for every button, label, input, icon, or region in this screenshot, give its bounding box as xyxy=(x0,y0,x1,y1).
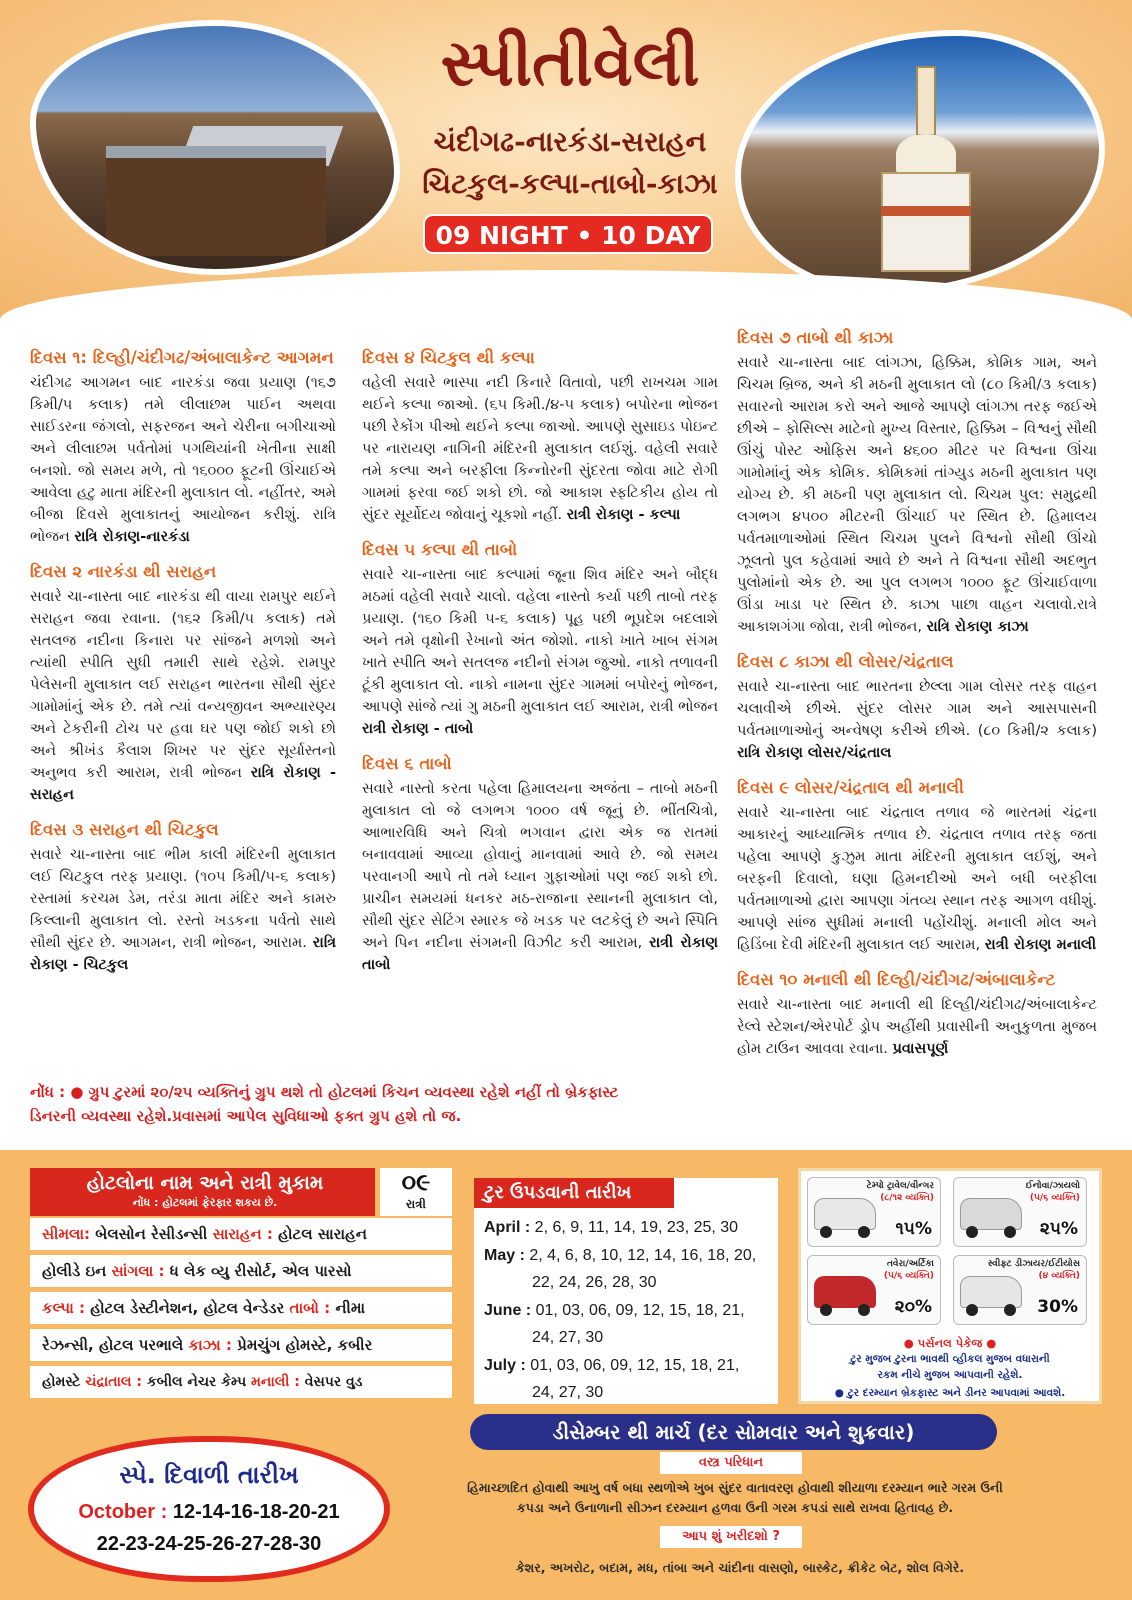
vehicle-discount: 30% xyxy=(1037,1297,1078,1317)
hotel-row xyxy=(30,1255,452,1287)
nights-count xyxy=(380,1168,452,1216)
day-6-title: દિવસ ૬ તાબો xyxy=(362,754,452,773)
mpv-icon xyxy=(814,1276,876,1308)
date-list: 2, 6, 9, 11, 14, 19, 23, 25, 30 xyxy=(530,1219,739,1236)
vehicle-capacity: (૪ વ્યક્તિ) xyxy=(1038,1271,1080,1281)
wheel-icon xyxy=(820,1304,832,1316)
month-label: July : xyxy=(484,1356,526,1374)
diwali-month: October : xyxy=(78,1501,168,1523)
day-7-text: સવારે ચા-નાસ્તા બાદ લાંગઝા, હિક્કિમ, કોમિક ગામ, અને ચિચમ બ્રિજ, અને કી મઠની મુલાકાત લો (૮૦ કિમી/૩ કલાક) સવારનો આરામ કરો અને આજે આપણે લાંગઝા તરફ જઈએ છીએ – ફોસિલ્સ માટેનો મુખ્ય વિસ્તાર, હિક્કિમ – વિશ્વનું સૌથી ઊંચું પોસ્ટ ઓફિસ અને ૪૬૦૦ મીટર પર વિશ્વના ઊંચા ગામોમાંનું એક કોમિક. કોમિકમાં તાંગ્યુડ મઠની મુલાકાત પણ યોગ્ય છે. કી મઠની પણ મુલાકાત લો. ચિચમ પુલ: સમુદ્રથી લગભગ ૪૫૦૦ મીટરની ઊંચાઈ પર સ્થિત છે. હિમાલય પર્વતમાળાઓમાં સ્થિત ચિચમ પુલને વિશ્વનો સૌથી ઊંચો ઝૂલતો પુલ કહેવામાં આવે છે અને તે વિશ્વના સૌથી અદભુત પુલોમાંનો એક છે. આ પુલ લગભગ ૧૦૦૦ ફૂટ ઊંચાઈવાળા ઊંડા ખાડા પર સ્થિત છે. કાઝા પાછા વાહન ચલાવો.રાત્રે આકાશગંગા જોવા, રાત્રી ભોજન, xyxy=(737,355,1097,635)
day-2-title: દિવસ ૨ નારકંડા થી સરાહન xyxy=(30,562,217,581)
day-2-text: સવારે ચા-નાસ્તા બાદ નારકંડા થી વાયા રામપુર થઈને સરાહન જવા રવાના. (૧૬૨ કિમી/૫ કલાક) તમે સતલજ નદીના કિનારા પર સાંજને મળશો અને ત્યાંથી સ્પીતિ સુધી તમારી સાથે રહેશે. રામપુર પેલેસની મુલાકાત લઈ સરાહન ભારતના સૌથી સુંદર ગામોમાંનું એક છે. તમે ત્યાં વન્યજીવન અભ્યારણ્ય અને ટેકરીની ટોચ પર હવા ઘર પણ જોઈ શકો છો અને શ્રીખંડ કૈલાશ શિખર પર સુંદર સૂર્યાસ્તનો અનુભવ કરી આરામ, રાત્રી ભોજન xyxy=(30,589,336,781)
hotels-title: હોટલોના નામ અને રાત્રી મુકામ xyxy=(86,1172,324,1194)
day-4-stay: રાત્રી રોકાણ - કલ્પા xyxy=(566,507,681,523)
suv-icon xyxy=(960,1198,1022,1230)
day-6-stay: રાત્રી રોકાણ તાબો xyxy=(362,935,719,973)
vehicle-name: સ્વીફ્ટ ડીઝાયર/ઈટીયોસ xyxy=(987,1259,1080,1269)
hotel-name: બેલસોન રેસીડન્સી xyxy=(95,1225,213,1243)
vehicle-card xyxy=(953,1255,1087,1325)
hotel-place: ચંદ્રાતાલ : xyxy=(85,1374,147,1390)
wheel-icon xyxy=(966,1226,978,1238)
day-9 xyxy=(737,776,1097,956)
day-5-stay: રાત્રી રોકાણ - તાબો xyxy=(362,721,474,737)
day-7-stay: રાત્રિ રોકાણ કાઝા xyxy=(926,619,1029,635)
hotel-name: હોટલ સારાહન xyxy=(278,1225,367,1243)
hotels-header-red xyxy=(30,1168,375,1216)
hotel-place: મનાલી : xyxy=(251,1374,305,1390)
day-4 xyxy=(362,346,718,526)
hotel-place: સીમલા: xyxy=(42,1225,96,1243)
day-2 xyxy=(30,560,336,806)
diwali-dates-line-2: 22-23-24-25-26-27-28-30 xyxy=(96,1533,322,1555)
day-3 xyxy=(30,818,336,976)
wheel-icon xyxy=(820,1226,832,1238)
hotel-row xyxy=(30,1329,452,1361)
day-3-title: દિવસ ૩ સરાહન થી ચિટકુલ xyxy=(30,820,219,839)
day-5-text: સવારે ચા-નાસ્તા બાદ કલ્પામાં જૂના શિવ મંદિર અને બૌદ્ધ મઠમાં વહેલી સવારે ચાલો. વહેલા નાસ્તો કર્યા પછી તાબો તરફ પ્રયાણ. (૧૬૦ કિમી ૫-૬ કલાક) પૂહ પછી ભૂપ્રદેશ બદલાશે અને તમે વૃક્ષોની રેખાનો અંત જોશો. નાકો ખાતે ખાબ સંગમ ખાતે સ્પીતિ અને સતલજ નદીનો સંગમ જુઓ. નાકો તળાવની ટૂંકી મુલાકાત લો. નાકો નામના સુંદર ગામમાં બપોરનું ભોજન, આપણે સાંજે ત્યાં ગુ મઠની મુલાકાત લઈ આરામ, રાત્રી ભોજન xyxy=(362,567,718,715)
vehicle-card xyxy=(807,1177,941,1247)
personal-package-line-3: ● ટુર દરમ્યાન બ્રેકફાસ્ટ અને ડીનર આપવામાં આવશે. xyxy=(834,1387,1066,1399)
day-7-title: દિવસ ૭ તાબો થી કાઝા xyxy=(737,328,894,347)
day-8 xyxy=(737,650,1097,764)
day-8-stay: રાત્રિ રોકાણ લોસર/ચંદ્રતાલ xyxy=(737,745,892,761)
day-10-stay: પ્રવાસપૂર્ણ xyxy=(892,1041,949,1057)
day-1-title: દિવસ ૧: દિલ્હી/ચંદીગઢ/અંબાલાકેન્ટ આગમન xyxy=(30,348,334,367)
day-8-text: સવારે ચા-નાસ્તા બાદ ભારતના છેલ્લા ગામ લોસર તરફ વાહન ચલાવીએ છીએ. સુંદર લોસર ગામ અને આસપાસની પર્વતમાળાઓનું અન્વેષણ કરીએ છીએ. (૮૦ કિમી/૨ કલાક) xyxy=(737,679,1097,739)
day-9-stay: રાત્રી રોકાણ મનાલી xyxy=(984,937,1097,953)
diwali-dates: 12-14-16-18-20-21 xyxy=(167,1501,340,1523)
date-list: 01, 03, 06, 09, 12, 15, 18, 21, xyxy=(531,1301,745,1319)
vehicle-discount: ૧૫% xyxy=(895,1219,932,1239)
vehicle-name: તવેરા/અર્ટિકા xyxy=(886,1259,934,1269)
dress-line-2: કપડા અને ઉનાળાની સીઝન દરમ્યાન હળવા ઉની ગરમ કપડાં સાથે રાખવા હિતાવહ છે. xyxy=(516,1500,954,1515)
day-6-text: સવારે નાસ્તો કરતા પહેલા હિમાલયના અજંતા – તાબો મઠની મુલાકાત લો જે લગભગ ૧૦૦૦ વર્ષ જૂનું છે. ભીંતચિત્રો, આભારવિધિ અને ચિત્રો ભગવાન દ્વારા એક જ રાતમાં બનાવવામાં આવ્યા હોવાનું માનવામાં આવે છે. જો સમય પરવાનગી આપે તો તમે ધ્યાન ગુફાઓમાં પણ જઈ શકો છો. પ્રાચીન સમયમાં ધનકર મઠ-રાજાના સ્થાનની મુલાકાત લો, સૌથી સુંદર સેટિંગ સ્મારક જે ખડક પર લટકેલું છે અને સ્પિતિ અને પિન નદીના સંગમની વિઝીટ કરી આરામ, xyxy=(362,781,718,951)
vehicle-capacity: (૮/૧૨ વ્યક્તિ) xyxy=(880,1193,934,1203)
nights-number: ૦૯ xyxy=(401,1168,431,1196)
day-10-text: સવારે ચા-નાસ્તા બાદ મનાલી થી દિલ્હી/ચંદીગઢ/અંબાલાકેન્ટ રેલ્વે સ્ટેશન/એરપોર્ટ ડ્રોપ અહીંથી પ્રવાસીની અનુકુળતા મુજબ હોમ ટાઉન આવવા રવાના. xyxy=(737,997,1097,1057)
hotel-row xyxy=(30,1366,452,1398)
diwali-dates-box xyxy=(28,1436,390,1582)
vehicle-card xyxy=(953,1177,1087,1247)
hotel-place: સારાહન : xyxy=(212,1225,279,1243)
hotel-name: પ્રેમચુંગ હોમસ્ટે, કબીર xyxy=(237,1336,373,1354)
day-8-title: દિવસ ૮ કાઝા થી લોસર/ચંદ્રતાલ xyxy=(737,652,954,671)
sedan-icon xyxy=(960,1276,1022,1308)
day-9-title: દિવસ ૯ લોસર/ચંદ્રતાલ થી મનાલી xyxy=(737,778,964,797)
departure-dates-box xyxy=(474,1178,778,1404)
wheel-icon xyxy=(1004,1226,1016,1238)
vehicle-capacity: (૫/૬ વ્યક્તિ) xyxy=(883,1271,934,1281)
route-line-1: ચંદીગઢ-નારકંડા-સરાહન xyxy=(433,125,707,158)
personal-package-title: ● પર્સનલ પેકેજ ● xyxy=(903,1336,997,1350)
wheel-icon xyxy=(1004,1304,1016,1316)
diwali-dates-line-1 xyxy=(34,1498,384,1526)
dress-line-1: હિમાચ્છાદિત હોવાથી આખુ વર્ષ બધા સ્થળોએ ખુબ સુંદર વાતાવરણ હોવાથી શીયાળા દરમ્યાન ભારે ગરમ ઉની xyxy=(467,1480,1003,1495)
hotels-header xyxy=(30,1168,452,1216)
vehicle-capacity: (૫/૬ વ્યક્તિ) xyxy=(1029,1193,1080,1203)
itinerary-column-3 xyxy=(737,326,1097,1072)
personal-package-box xyxy=(798,1168,1102,1404)
dress-title: વસ્ત્ર પરિધાન xyxy=(660,1452,802,1474)
hotel-row xyxy=(30,1218,452,1250)
vehicle-card xyxy=(807,1255,941,1325)
date-list: 2, 4, 6, 8, 10, 12, 14, 16, 18, 20, xyxy=(524,1246,757,1264)
vehicle-name: ટેમ્પો ટ્રાવેલ/વીન્ગર xyxy=(866,1181,934,1191)
hotel-place: કલ્પા : xyxy=(42,1299,91,1317)
day-1-text: ચંદીગઢ આગમન બાદ નારકંડા જવા પ્રયાણ (૧૬૭ કિમી/૫ કલાક) તમે લીલાછમ પાઈન અથવા સાઈડરના જંગલો, સફરજન અને ચેરીના બગીચાઓ અને લીલાછમ પર્વતોમાં પગથિયાંની ખેતીના સાક્ષી બનશો. જો સમય મળે, તો ૧૬૦૦૦ ફૂટની ઊંચાઈએ આવેલા હટુ માતા મંદિરની મુલાકાત લો. નહીંતર, અમે બીજા દિવસે મુલાકાતનું આયોજન કરીશું. રાત્રિ ભોજન xyxy=(30,375,336,545)
day-5 xyxy=(362,538,718,740)
van-icon xyxy=(814,1198,876,1230)
route-line-2: ચિટકુલ-કલ્પા-તાબો-કાઝા xyxy=(422,167,718,200)
personal-package-line-1: ટુર મુજબ ટુરના ભાવથી વ્હીકલ મુજબ વધારાની xyxy=(850,1353,1050,1365)
date-list: 24, 27, 30 xyxy=(532,1329,604,1346)
personal-package-line-2: રકમ નીચે મુજબ આપવાની રહેશે. xyxy=(877,1369,1023,1381)
hotel-name: રેઝન્સી, હોટલ પરભાલે xyxy=(42,1336,189,1354)
departure-dates xyxy=(484,1214,774,1407)
hotel-place: કાઝા : xyxy=(188,1336,238,1354)
day-4-text: વહેલી સવારે ભાસ્પા નદી કિનારે વિતાવો, પછી રાખચમ ગામ થઈને કલ્પા જાઓ. (૬૫ કિમી./૪-૫ કલાક) બપોરના ભોજન પછી રેકોંગ પીઓ થઈને કલ્પા જાઓ. આપણે સુસાઇડ પોઇન્ટ પર નારાયણ નાગિની મંદિરની મુલાકાત લઈશું. વહેલી સવારે તમે કલ્પા અને બરફીલા કિન્નોરની સુંદરતા જોવા માટે રોગી ગામમાં ફરવા જઈ શકો છો. જો આકાશ સ્ફટિકીય હોય તો સુંદર સૂર્યોદય જોવાનું ચૂકશો નહીં. xyxy=(362,375,718,523)
month-label: June : xyxy=(484,1301,532,1319)
shopping-title: આપ શું ખરીદશો ? xyxy=(660,1526,802,1548)
day-2-stay: રાત્રિ રોકાણ - સરાહન xyxy=(30,765,337,803)
day-1-stay: રાત્રિ રોકાણ-નારકંડા xyxy=(74,529,190,545)
dress-text xyxy=(400,1478,1070,1518)
vehicle-discount: ૨૦% xyxy=(894,1297,932,1317)
day-10 xyxy=(737,968,1097,1060)
header-banner xyxy=(0,0,1132,320)
hotel-row xyxy=(30,1292,452,1324)
group-note-line-1: નોંધ : ● ગ્રુપ ટુરમાં ૨૦/૨૫ વ્યક્તિનું ગ્રુપ થશે તો હોટલમાં કિચન વ્યવસ્થા રહેશે નહીં તો બ્રેકફાસ્ટ xyxy=(30,1083,619,1101)
departure-title: ટુર ઉપડવાની તારીખ xyxy=(474,1178,674,1208)
group-note-line-2: ડિનરની વ્યવસ્થા રહેશે.પ્રવાસમાં આપેલ સુવિધાઓ ફક્ત ગ્રુપ હશે તો જ. xyxy=(30,1107,462,1125)
hotel-name: નીમા xyxy=(335,1299,366,1317)
group-note xyxy=(30,1080,720,1128)
hotels-box xyxy=(30,1168,452,1404)
day-6 xyxy=(362,752,718,976)
hotel-name: ધ લેક વ્યુ રીસોર્ટ, એલ પારસો xyxy=(169,1262,352,1280)
day-9-text: સવારે ચા-નાસ્તા બાદ ચંદ્રતાલ તળાવ જે ભારતમાં ચંદ્રના આકારનું આધ્યાત્મિક તળાવ છે. ચંદ્રતાલ તળાવ તરફ જતા પહેલા આપણે કુઝુમ માતા મંદિરની મુલાકાત લઈશું, અને બરફની દિવાલો, ઘણા હિમનદીઓ અને બધી બરફીલા પર્વતમાળાઓ દ્વારા આપણા ગંતવ્ય સ્થાન તરફ આગળ વધીશું. આપણે સાંજ સુધીમાં મનાલી પહોંચીશું. મનાલી મોલ અને હિડિંબા દેવી મંદિરની મુલાકાત લઈ આરામ, xyxy=(737,805,1097,953)
vehicle-name: ઈનોવા/ઝાયલો xyxy=(1025,1181,1080,1191)
duration-badge: 09 NIGHT • 10 DAY xyxy=(423,214,713,254)
month-label: May : xyxy=(484,1246,525,1264)
itinerary-column-2 xyxy=(362,346,718,988)
day-3-stay: રાત્રિ રોકાણ - ચિટકુલ xyxy=(30,935,337,973)
date-list: 24, 27, 30 xyxy=(532,1384,604,1401)
day-1 xyxy=(30,346,336,548)
hotels-subtitle: નોંધ : હોટલમાં ફેરફાર શકય છે. xyxy=(132,1196,278,1209)
shopping-text: કેશર, અખરોટ, બદામ, મધ, તાંબા અને ચાંદીના વાસણો, બાસ્કેટ, ક્રીકેટ બેટ, શોલ વિગેરે. xyxy=(515,1560,965,1575)
date-list: 01, 03, 06, 09, 12, 15, 18, 21, xyxy=(525,1356,740,1374)
month-label: April : xyxy=(484,1219,531,1236)
hotel-name: કબીલ નેચર કેમ્પ xyxy=(146,1374,252,1390)
day-3-text: સવારે ચા-નાસ્તા બાદ ભીમ કાલી મંદિરની મુલાકાત લઈ ચિટકુલ તરફ પ્રયાણ. (૧૦૫ કિમી/૫-૬ કલાક) રસ્તામાં કરચમ ડેમ, તરંડા માતા મંદિર અને કામરુ કિલ્લાની મુલાકાત લો. રસ્તો ખડકના પર્વતો સાથે સૌથી સુંદર છે. આગમન, રાત્રી ભોજન, આરામ. xyxy=(30,847,336,951)
hotel-place: સાંગલા : xyxy=(111,1262,170,1280)
date-list: 22, 24, 26, 28, 30 xyxy=(532,1274,657,1291)
itinerary-column-1 xyxy=(30,346,336,988)
hotel-name: વેસપર વુડ xyxy=(304,1374,363,1390)
day-5-title: દિવસ ૫ કલ્પા થી તાબો xyxy=(362,540,518,559)
stupa-shape xyxy=(881,66,971,276)
hotel-place: તાબો : xyxy=(289,1299,336,1317)
schedule-banner: ડીસેમ્બર થી માર્ચ (દર સોમવાર અને શુક્રવાર) xyxy=(470,1414,997,1450)
vehicle-discount: ૨૫% xyxy=(1039,1219,1078,1239)
day-4-title: દિવસ ૪ ચિટકુલ થી કલ્પા xyxy=(362,348,535,367)
day-7 xyxy=(737,326,1097,638)
wooden-house-shape xyxy=(106,146,326,256)
hotel-name: હોલીડે ઇન xyxy=(42,1262,112,1280)
hotel-name: હોમસ્ટે xyxy=(42,1374,86,1390)
diwali-title: સ્પે. દિવાળી તારીખ xyxy=(119,1461,299,1489)
wheel-icon xyxy=(858,1304,870,1316)
day-10-title: દિવસ ૧૦ મનાલી થી દિલ્હી/ચંદીગઢ/અંબાલાકેન્ટ xyxy=(737,970,1056,989)
tour-title: સ્પીતીવેલી xyxy=(440,26,700,101)
nights-label: રાત્રી xyxy=(406,1197,426,1211)
wheel-icon xyxy=(966,1304,978,1316)
wheel-icon xyxy=(858,1226,870,1238)
hotel-name: હોટલ ડેસ્ટીનેશન, હોટલ વેન્ડેડર xyxy=(90,1299,290,1317)
